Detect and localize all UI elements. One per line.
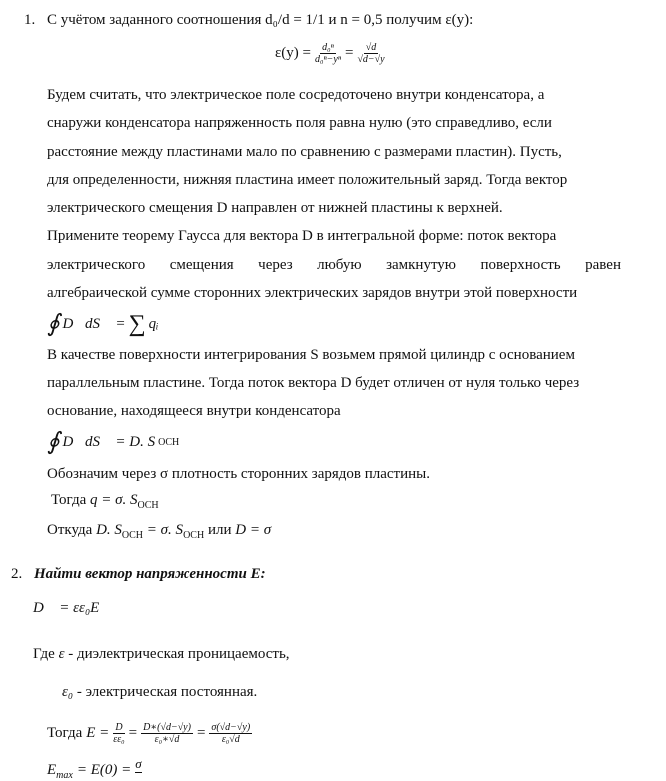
emax-mid: = E(0) = <box>76 762 132 778</box>
where-symbol: ε <box>58 646 65 662</box>
para2-word: поверхность <box>480 257 561 273</box>
para1-text-1: Будем считать, что электрическое поле сосредоточено внутри конденсатора, а <box>47 87 545 103</box>
from-line-sub2: OCH <box>183 530 205 541</box>
epsilon-formula <box>275 42 385 65</box>
q-line-expr: q = σ. S <box>89 492 138 508</box>
para2-word: замкнутую <box>386 257 457 273</box>
from-line-mid: = σ. S <box>146 522 184 538</box>
eps0-symbol: ε₀ <box>62 684 74 700</box>
e-fraction-2 <box>141 722 193 745</box>
para1-line-5: электрического смещения D направлен от нижней пластины к верхней. <box>47 200 503 216</box>
from-line-expr1: D. S <box>96 522 122 538</box>
from-line-prefix: Откуда <box>47 522 93 538</box>
sum-symbol: ∑ <box>128 311 146 337</box>
e-formula-lhs: E = <box>86 725 110 741</box>
e-fraction-1 <box>113 722 124 745</box>
gauss2-lhs: D⃗dS⃗ = D. S <box>62 433 156 450</box>
epsilon-fraction-1 <box>315 42 341 65</box>
gauss1-lhs: D⃗dS⃗ = <box>62 315 126 332</box>
d-vector-formula: D⃗ = εε₀E⃗ <box>33 600 111 616</box>
para2-word: смещения <box>169 257 234 273</box>
para2-word: через <box>258 257 293 273</box>
e-f3-denominator: ε₀√d <box>221 734 240 745</box>
e-f3-numerator: σ(√d−√y) <box>211 722 251 733</box>
para2-line-3: алгебраической сумме сторонних электрических зарядов внутри этой поверхности <box>47 285 578 301</box>
gauss1-rhs: qᵢ <box>148 315 159 332</box>
emax-formula <box>47 756 142 781</box>
q-line <box>51 492 159 511</box>
para2-line-1: Примените теорему Гаусса для вектора D в интегральной форме: поток вектора <box>47 228 557 244</box>
from-line-sub1: OCH <box>121 530 144 541</box>
epsilon-f2-numerator: √d <box>365 42 377 53</box>
para3-line-3: основание, находящееся внутри конденсатора <box>47 403 341 419</box>
item2-title: Найти вектор напряженности E: <box>34 566 266 582</box>
contour-integral-symbol: ∮ <box>47 429 60 455</box>
para2-line-2 <box>47 257 621 274</box>
epsilon-f2-denominator: √d−√y <box>357 54 385 65</box>
q-line-prefix: Тогда <box>51 492 87 508</box>
e-f1-numerator: D <box>115 722 123 733</box>
from-line <box>47 522 271 541</box>
gauss-formula-1 <box>47 312 159 336</box>
where-text: - диэлектрическая проницаемость, <box>68 646 290 662</box>
epsilon-f1-denominator: d₀ⁿ−yⁿ <box>315 54 341 65</box>
contour-integral-symbol: ∮ <box>47 311 60 337</box>
eps0-text: - электрическая постоянная. <box>76 684 258 700</box>
epsilon-lhs: ε(y) = <box>275 45 311 61</box>
from-line-expr2: D = σ <box>235 522 272 538</box>
sigma-line: Обозначим через σ плотность сторонних зарядов пластины. <box>47 466 430 482</box>
epsilon-fraction-2 <box>357 42 384 65</box>
e-fraction-3 <box>209 722 252 745</box>
para1-line-3: расстояние между пластинами мало по сравнению с размерами пластин). Пусть, <box>47 144 562 160</box>
q-line-subscript: OCH <box>137 500 159 511</box>
e-formula-prefix: Тогда <box>47 725 83 741</box>
gauss-formula-2 <box>47 430 179 454</box>
emax-subscript: max <box>56 770 73 781</box>
e-f2-numerator: D∗(√d−√y) <box>143 722 191 733</box>
eps0-line <box>62 684 257 701</box>
para1-line-1 <box>47 87 621 104</box>
para2-word: равен <box>585 257 621 273</box>
e-formula: Тогда E = $\frac{D}{\text{εε₀}}$ = $\frac{D∗(√d-√y)}{\text{ε₀∗√d}}$ = $\frac{\sigma(√d-√y)}{\text{ε₀√d}}$ <box>47 722 251 745</box>
emax-numerator: σ <box>135 756 142 771</box>
para1-line-2: снаружи конденсатора напряженность поля равна нулю (это справедливо, если <box>47 115 552 131</box>
item1-number: 1. <box>24 12 36 28</box>
where-prefix: Где <box>33 646 55 662</box>
para2-word: любую <box>317 257 362 273</box>
e-f2-denominator: ε₀∗√d <box>154 734 180 745</box>
item1-intro: С учётом заданного соотношения d₀/d = 1/1 и n = 0,5 получим ε(y): <box>47 12 474 28</box>
para1-line-4: для определенности, нижняя пластина имеет положительный заряд. Тогда вектор <box>47 172 568 188</box>
para2-word: электрического <box>47 257 146 273</box>
from-line-or: или <box>207 522 232 538</box>
emax-lhs: E <box>47 762 57 778</box>
para3-line-1: В качестве поверхности интегрирования S возьмем прямой цилиндр с основанием <box>47 347 575 363</box>
e-f1-denominator: εε₀ <box>113 734 125 745</box>
epsilon-equals: = <box>344 45 354 61</box>
para3-line-2: параллельным пластине. Тогда поток вектора D будет отличен от нуля только через <box>47 375 580 391</box>
gauss2-subscript: OCH <box>158 436 180 448</box>
epsilon-f1-numerator: d₀ⁿ <box>322 42 334 53</box>
where-line <box>33 646 290 663</box>
item2-number: 2. <box>11 566 23 582</box>
